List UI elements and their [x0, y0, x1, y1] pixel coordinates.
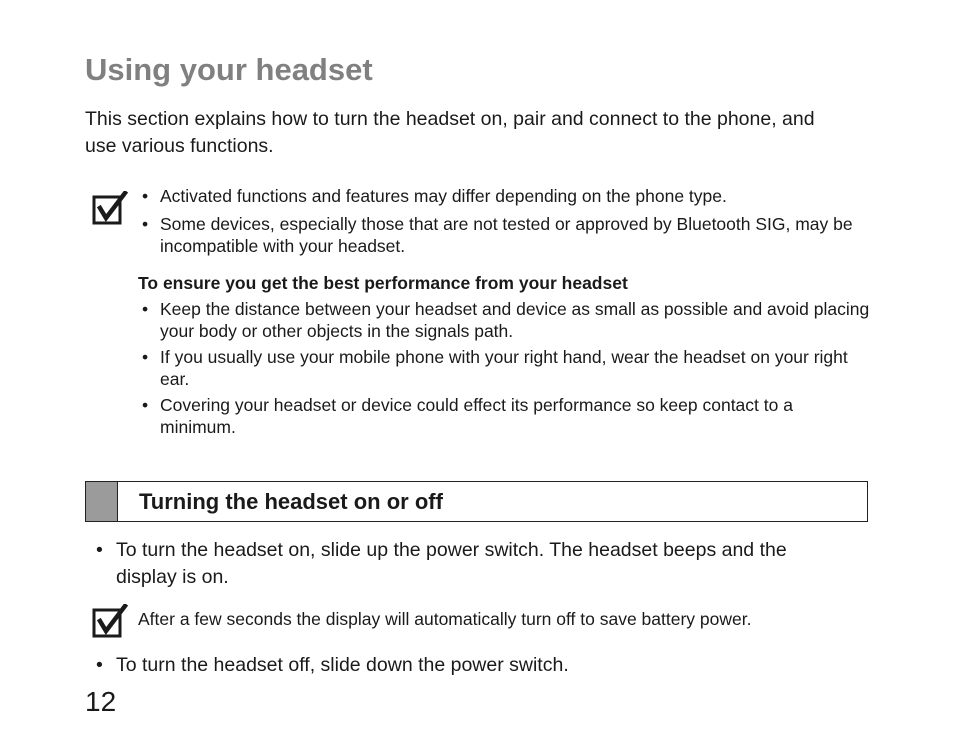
page-number: 12 [85, 686, 117, 717]
steps-list [96, 537, 836, 591]
tip-item: • If you usually use your mobile phone with your right hand, wear the headset on your right ear. [142, 346, 872, 390]
checkbox-check-icon [92, 604, 128, 640]
steps-list [96, 652, 836, 679]
note-item: • Some devices, especially those that are not tested or approved by Bluetooth SIG, may be incompatible with your headset. [142, 213, 872, 257]
tips-heading: To ensure you get the best performance from your headset [138, 273, 628, 293]
tips-list [142, 298, 872, 442]
section-title: Turning the headset on or off [139, 488, 443, 514]
intro-paragraph: This section explains how to turn the headset on, pair and connect to the phone, and use various functions. [85, 108, 815, 157]
battery-note: After a few seconds the display will automatically turn off to save battery power. [138, 609, 752, 629]
tip-item: • Covering your headset or device could effect its performance so keep contact to a minimum. [142, 394, 872, 438]
step-item: • To turn the headset off, slide down the power switch. [96, 652, 836, 679]
page-title: Using your headset [85, 52, 373, 87]
step-item: • To turn the headset on, slide up the power switch. The headset beeps and the display is on. [96, 537, 836, 591]
note-item: • Activated functions and features may differ depending on the phone type. [142, 185, 872, 207]
section-marker [86, 482, 118, 521]
checkbox-check-icon [92, 191, 128, 227]
section-header [85, 481, 868, 522]
note-list [142, 185, 872, 263]
tip-item: • Keep the distance between your headset and device as small as possible and avoid placing your body or other objects in the signals path. [142, 298, 872, 342]
